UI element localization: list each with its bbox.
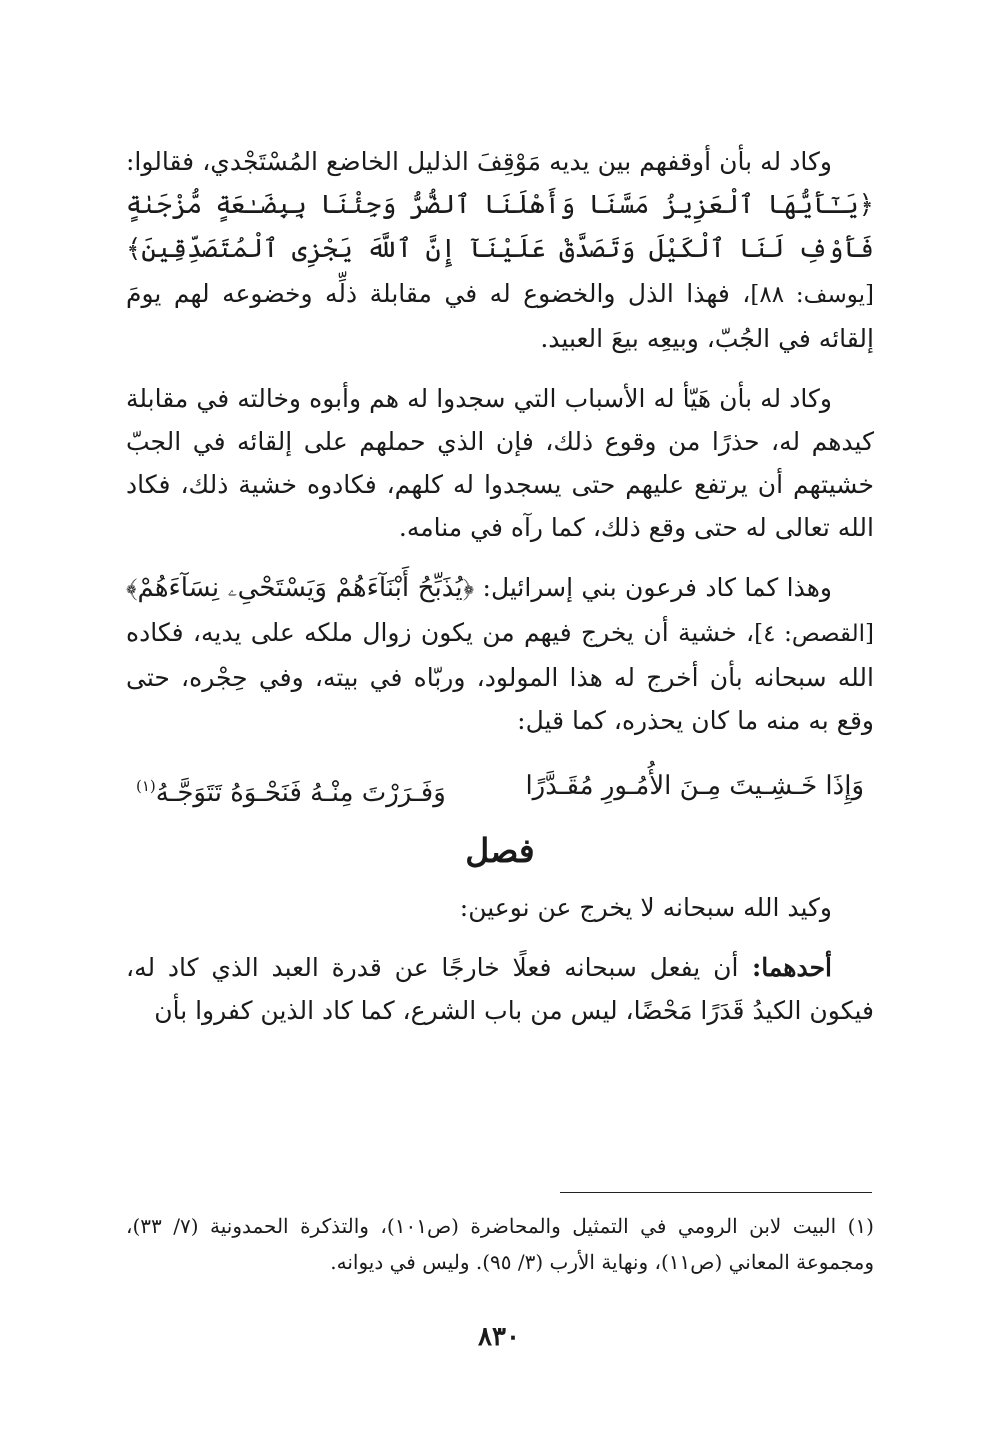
paragraph-1 xyxy=(126,140,874,360)
quran-verse-yusuf: ﴿يَـٰٓأَيُّهَا ٱلْعَزِيزُ مَسَّنَا وَأَهْلَنَا ٱلضُّرُّ وَجِئْنَا بِبِضَـٰعَةٍ مُّزْجَىٰةٍ فَأَوْفِ لَنَا ٱلْكَيْلَ وَتَصَدَّقْ عَلَيْنَآ إِنَّ ٱللَّهَ يَجْزِى ٱلْمُتَصَدِّقِينَ﴾ xyxy=(126,190,874,264)
footnote xyxy=(126,1208,874,1280)
poem-hemistich-2 xyxy=(136,762,446,817)
verse-reference-yusuf: [يوسف: ٨٨] xyxy=(750,282,874,308)
footnote-text: البيت لابن الرومي في التمثيل والمحاضرة (ص١٠١)، والتذكرة الحمدونية (٧/ ٣٣)، ومجموعة المعاني (ص١١)، ونهاية الأرب (٣/ ٩٥). وليس في ديوانه. xyxy=(126,1214,874,1274)
paragraph-2: وكاد له بأن هَيّأ له الأسباب التي سجدوا له هم وأبوه وخالته في مقابلة كيدهم له، حذرًا من وقوع ذلك، فإن الذي حملهم على إلقائه في الجبّ خشيتهم أن يرتفع عليهم حتى يسجدوا له كلهم، فكادوه خشية ذلك، فكاد الله تعالى له حتى وقع ذلك، كما رآه في منامه. xyxy=(126,384,874,542)
poem-verse xyxy=(136,762,864,817)
paragraph-1-text-b: ، فهذا الذل والخضوع له في مقابلة ذلِّه وخضوعه لهم يومَ إلقائه في الجُبّ، وبيعِه بيعَ العبيد. xyxy=(126,279,874,353)
point-text: أن يفعل سبحانه فعلًا خارجًا عن قدرة العبد الذي كاد له، فيكون الكيدُ قَدَرًا مَحْضًا، ليس من باب الشرع، كما كاد الذين كفروا بأن xyxy=(126,952,874,1025)
footnote-mark: (١) xyxy=(847,1214,874,1238)
poem-hemistich-1: وَإِذَا خَـشِـيتَ مِـنَ الأُمُـورِ مُقَـدَّرًا xyxy=(525,771,864,801)
poem-hemistich-2-text: وَفَـرَرْتَ مِنْـهُ فَنَحْـوَهُ تَتَوَجَّـهُ xyxy=(155,777,446,808)
footnote-divider xyxy=(560,1192,872,1193)
section-title: فصل xyxy=(465,830,535,870)
section-point-1 xyxy=(126,946,874,1032)
paragraph-3-text-a: وهذا كما كاد فرعون بني إسرائيل: xyxy=(474,573,832,602)
main-text xyxy=(126,140,874,1049)
paragraph-3-text-b: ، خشية أن يخرج فيهم من يكون زوال ملكه على يديه، فكاده الله سبحانه بأن أخرج له هذا المولود، وربّاه في بيته، وفي حِجْره، حتى وقع به منه ما كان يحذره، كما قيل: xyxy=(126,618,874,735)
paragraph-3 xyxy=(126,566,874,742)
paragraph-1-text-a: وكاد له بأن أوقفهم بين يديه مَوْقِفَ الذليل الخاضع المُسْتَجْدي، فقالوا: xyxy=(126,147,832,176)
page-number: ٨٣٠ xyxy=(478,1322,520,1352)
verse-reference-qasas: [القصص: ٤] xyxy=(754,621,874,647)
point-lead: أحدهما: xyxy=(738,952,832,982)
footnote-reference-mark: (١) xyxy=(136,777,156,795)
quran-verse-qasas: ﴿يُذَبِّحُ أَبْنَآءَهُمْ وَيَسْتَحْىِۦ نِسَآءَهُمْ﴾ xyxy=(126,573,475,603)
section-intro: وكيد الله سبحانه لا يخرج عن نوعين: xyxy=(459,892,832,922)
